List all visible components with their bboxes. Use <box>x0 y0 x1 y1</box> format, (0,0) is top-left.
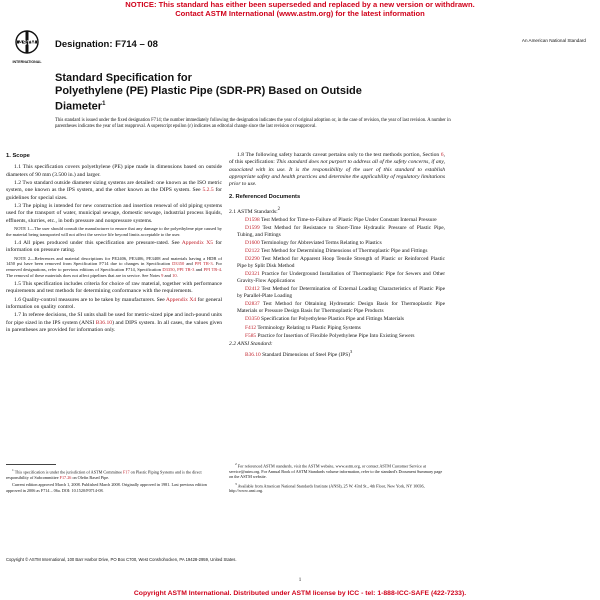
title-line-2: Polyethylene (PE) Plastic Pipe (SDR-PR) Based on Outside <box>55 85 362 97</box>
para-1-6: 1.6 Quality-control measures are to be taken by manufacturers. See Appendix X4 for general information on quality control. <box>6 296 222 310</box>
astm-logo-icon <box>14 27 40 67</box>
reference-title: Terminology Relating to Plastic Piping Systems <box>257 324 361 331</box>
link-appendix-x4[interactable]: Appendix X4 <box>165 296 197 303</box>
title-line-1: Standard Specification for <box>55 72 192 84</box>
reference-item <box>229 217 445 224</box>
note-1: NOTE 1—The user should consult the manufacturer to ensure that any damage to the polyethylene pipe caused by the material being transported will not affect the service life beyond limits acceptable to the user. <box>6 226 222 238</box>
para-1-1: 1.1 This specification covers polyethylene (PE) pipe made in dimensions based on outside diameters of 90 mm (3.500 in.) and larger. <box>6 164 222 178</box>
reference-code-link[interactable]: D1598 <box>245 217 260 224</box>
page-number: 1 <box>298 578 302 583</box>
link-b36-10[interactable]: B36.10 <box>95 319 113 326</box>
left-column <box>6 152 222 335</box>
license-line: Copyright ASTM International. Distributed under ASTM license by ICC - tel: 1-888-ICC-SAFE (422-7233). <box>133 590 467 597</box>
right-column <box>229 152 445 360</box>
reference-code-link[interactable]: F412 <box>245 324 257 331</box>
reference-title: Practice for Insertion of Flexible Polyethylene Pipe Into Existing Sewers <box>257 332 415 339</box>
reference-item <box>229 301 445 315</box>
american-national-standard-label: An American National Standard <box>521 38 586 43</box>
link-appendix-x5[interactable]: Appendix X5 <box>181 239 214 246</box>
reference-item <box>229 316 445 323</box>
footnote-divider <box>6 464 56 465</box>
link-committee-f17[interactable]: F17 <box>123 469 130 475</box>
copyright-line: Copyright © ASTM International, 100 Barr Harbor Drive, PO Box C700, West Conshohocken, PA 19428-2959, United States. <box>6 557 237 562</box>
reference-item <box>229 333 445 340</box>
para-1-3: 1.3 The piping is intended for new construction and insertion renewal of old piping systems used for the transport of water, municipal sewage, domestic sewage, industrial process liquids, effluents, slurries, etc., in both pressure and nonpressure systems. <box>6 203 222 224</box>
reference-item <box>229 248 445 255</box>
section-heading-referenced-documents: 2. Referenced Documents <box>229 194 301 201</box>
issue-statement: This standard is issued under the fixed designation F714; the number immediately following the designation indicates the year of original adoption or, in the case of revision, the year of last revision. A number in parentheses indicates the year of last reapproval. A superscript epsilon (ε) indicates an editorial change since the last revision or reapproval. <box>55 118 451 130</box>
link-5-2-5[interactable]: 5.2.5 <box>202 187 214 194</box>
supersede-notice <box>0 0 600 18</box>
reference-item <box>229 225 445 239</box>
footnote-1: $^1$ This specification is under the jurisdiction of ASTM Committee F17 on Plastic Piping Systems and is the direct responsibility of Subcommittee F17.26 on Olefin Based Pipe. <box>6 468 202 480</box>
document-title <box>55 72 485 114</box>
reference-code-link[interactable]: D2412 <box>245 286 260 293</box>
reference-item: B36.10 Standard Dimensions of Steel Pipe (IPS)$^3$ <box>245 349 353 358</box>
para-1-4: 1.4 All pipes produced under this specification are pressure-rated. See Appendix X5 for information on pressure rating. <box>6 239 223 254</box>
link-section-6[interactable]: 6 <box>440 152 444 158</box>
para-1-2: 1.2 Two standard outside diameter sizing systems are detailed: one known as the ISO metric system, one known as the IPS system, and the other known as the DIPS system. See 5.2.5 for guidelines for special sizes. <box>6 180 222 201</box>
reference-title: Terminology for Abbreviated Terms Relating to Plastics <box>260 240 382 247</box>
link-note-9[interactable]: 9 <box>161 273 164 278</box>
reference-code-link[interactable]: D1599 <box>245 225 260 232</box>
para-1-8: 1.8 The following safety hazards caveat pertains only to the test methods portion, Section 6, of this specification: This standard does not purport to address all of the safety concerns, if any, associated with its use. It is the responsibility of the user of this standard to establish appropriate safety and health practices and determine the applicability of regulatory limitations prior to use. <box>229 152 445 188</box>
reference-code-link[interactable]: D2290 <box>245 256 260 263</box>
para-1-5: 1.5 This specification includes criteria for choice of raw material, together with performance requirements and test methods for determining conformance with the requirements. <box>6 280 222 295</box>
note-2: NOTE 2—References and material descriptions for PE2406, PE3406, PE3408 and materials having a HDB of 1450 psi have been removed from Specification F714 due to changes in Specification D3350 and PPI TR-3. For removed designations, refer to previous editions of Specification F714, Specification D3350, PPI TR-3 and PPI TR-4. The removal of these materials does not affect pipelines that are in service. See Notes 9 and 10. <box>6 255 223 278</box>
reference-item <box>229 286 445 300</box>
reference-code-link[interactable]: D2837 <box>245 301 260 308</box>
reference-title: Test Method for Obtaining Hydrostatic Design Basis for Thermoplastic Pipe Materials or Pressure Design Basis for Thermoplastic Pipe Products <box>237 301 445 315</box>
reference-code-link[interactable]: D3350 <box>245 316 260 323</box>
link-d3350[interactable]: D3350 <box>172 261 185 267</box>
footnotes-right <box>229 462 445 496</box>
reference-title: Practice for Underground Installation of Thermoplastic Pipe for Sewers and Other Gravity-Flow Applications <box>237 271 445 285</box>
notice-line-2: Contact ASTM International (www.astm.org) for the latest information <box>175 9 425 18</box>
section-heading-scope: 1. Scope <box>6 153 30 159</box>
reference-item <box>229 240 445 247</box>
footnotes-left <box>6 468 222 495</box>
designation: Designation: F714 – 08 <box>55 39 158 50</box>
reference-title: Test Method for Time-to-Failure of Plastic Pipe Under Constant Internal Pressure <box>260 217 437 224</box>
reference-code-link[interactable]: D2122 <box>245 248 260 255</box>
reference-title: Test Method for Apparent Hoop Tensile Strength of Plastic or Reinforced Plastic Pipe by Split Disk Method <box>237 256 445 270</box>
reference-title: Specification for Polyethylene Plastics Pipe and Fittings Materials <box>261 316 405 323</box>
reference-item <box>229 256 445 270</box>
notice-line-1: NOTICE: This standard has either been superseded and replaced by a new version or withdrawn. <box>125 0 475 9</box>
reference-code-link[interactable]: F585 <box>245 332 257 339</box>
reference-item <box>229 325 445 332</box>
reference-title: Test Method for Determining Dimensions of Thermoplastic Pipe and Fittings <box>260 248 428 255</box>
astm-logo <box>14 27 40 67</box>
link-note-10[interactable]: 10 <box>172 273 177 278</box>
link-ppi-tr-3[interactable]: PPI TR-3 <box>194 261 213 267</box>
link-subcommittee-f17-26[interactable]: F17.26 <box>59 474 72 480</box>
footnote-3: $^3$ Available from American National Standards Institute (ANSI), 25 W. 43rd St., 4th Floor, New York, NY 10036, http://www.ansi.org. <box>229 481 425 494</box>
link-d3350[interactable]: D3350 <box>162 267 175 273</box>
reference-title: Test Method for Resistance to Short-Time Hydraulic Pressure of Plastic Pipe, Tubing, and Fittings <box>237 225 445 239</box>
title-line-3: Diameter$^1$ <box>55 100 106 113</box>
footnote-edition: Current edition approved March 1, 2008. Published March 2008. Originally approved in 1981. Last previous edition approved in 2006 as F714 – 06a. DOI: 10.1520/F0714-08. <box>6 482 207 493</box>
reference-list <box>229 217 445 339</box>
reference-code-link[interactable]: D1600 <box>245 240 260 247</box>
svg-text:INTERNATIONAL: INTERNATIONAL <box>12 60 42 64</box>
para-1-7: 1.7 In referee decisions, the SI units shall be used for metric-sized pipe and inch-pound units for pipe sized in the IPS system (ANSI B36.10) and DIPS system. In all cases, the values given in parentheses are provided for information only. <box>6 312 222 333</box>
svg-text:ASTM: ASTM <box>18 41 36 47</box>
reference-code-link[interactable]: D2321 <box>245 271 260 278</box>
ansi-standard-label: 2.2 ANSI Standard: <box>229 340 273 347</box>
footnote-2: $^2$ For referenced ASTM standards, visit the ASTM website, www.astm.org, or contact ASTM Customer Service at service@astm.org. For Annual Book of ASTM Standards volume information, refer to the standard's Document Summary page on the ASTM website. <box>229 462 443 480</box>
link-ppi-tr-3[interactable]: PPI TR-3 <box>177 267 195 273</box>
astm-standards-label: 2.1 ASTM Standards:$^2$ <box>229 206 280 215</box>
reference-title: Test Method for Determination of External Loading Characteristics of Plastic Pipe by Parallel-Plate Loading <box>237 286 445 300</box>
link-ppi-tr-4[interactable]: PPI TR-4 <box>203 267 221 273</box>
reference-item <box>229 271 445 285</box>
reference-code-link[interactable]: B36.10 <box>245 351 261 358</box>
